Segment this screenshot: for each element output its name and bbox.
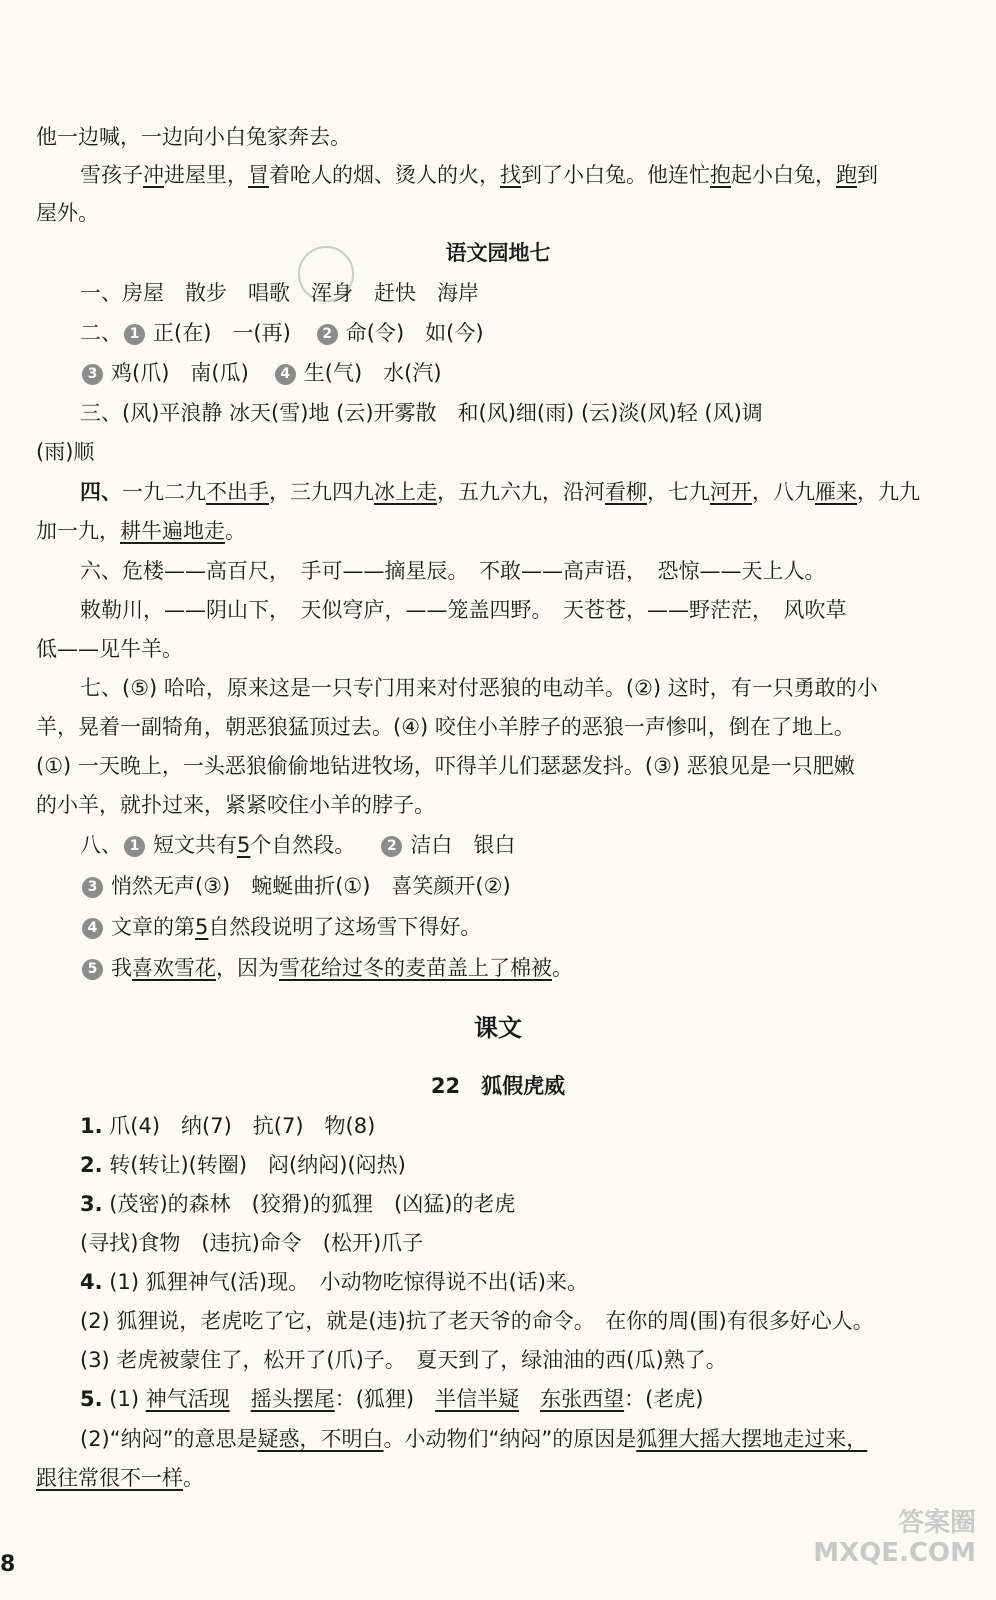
circle-number-icon: 2 bbox=[381, 836, 402, 857]
garden7-q6-line2: 敕勒川，——阴山下， 天似穹庐，——笼盖四野。 天苍苍，——野茫茫， 风吹草 bbox=[80, 598, 847, 622]
lesson-e1: 1. 爪(4) 纳(7) 抗(7) 物(8) bbox=[80, 1114, 376, 1138]
circle-number-icon: 4 bbox=[275, 364, 296, 385]
lesson-e3-line1: 3. (茂密)的森林 (狡猾)的狐狸 (凶猛)的老虎 bbox=[80, 1192, 516, 1216]
circle-number-icon: 3 bbox=[82, 364, 103, 385]
lesson-e5-line2: (2)“纳闷”的意思是疑惑，不明白。小动物们“纳闷”的原因是狐狸大摇大摆地走过来， bbox=[80, 1427, 868, 1451]
garden7-q1: 一、房屋 散步 唱歌 浑身 赶快 海岸 bbox=[80, 281, 479, 305]
circle-number-icon: 4 bbox=[82, 918, 103, 939]
lesson-e2: 2. 转(转让)(转圈) 闷(纳闷)(闷热) bbox=[80, 1153, 406, 1177]
story-line-2: 雪孩子冲进屋里，冒着呛人的烟、烫人的火，找到了小白兔。他连忙抱起小白兔，跑到 bbox=[80, 163, 878, 187]
garden7-q7-line4: 的小羊，就扑过来，紧紧咬住小羊的脖子。 bbox=[36, 793, 435, 817]
garden7-q4-line2: 加一九，耕牛遍地走。 bbox=[36, 519, 246, 543]
garden7-q8-row2: 3 悄然无声(③) 蜿蜒曲折(①) 喜笑颜开(②) bbox=[80, 871, 966, 901]
story-line-3: 屋外。 bbox=[36, 201, 99, 225]
garden7-q7-line2: 羊，晃着一副犄角，朝恶狼猛顶过去。(④) 咬住小羊脖子的恶狼一声惨叫，倒在了地上。 bbox=[36, 715, 855, 739]
lesson-e5-line1: 5. (1) 神气活现 摇头摆尾：(狐狸) 半信半疑 东张西望：(老虎) bbox=[80, 1387, 704, 1411]
garden7-q7-line1: 七、(⑤) 哈哈，原来这是一只专门用来对付恶狼的电动羊。(②) 这时，有一只勇敢的小 bbox=[80, 676, 878, 700]
lesson-e4-line2: (2) 狐狸说，老虎吃了它，就是(违)抗了老天爷的命令。 在你的周(围)有很多好心人。 bbox=[80, 1309, 874, 1333]
garden7-q4-line1: 四、一九二九不出手，三九四九冰上走，五九六九，沿河看柳，七九河开，八九雁来，九九 bbox=[80, 480, 920, 504]
lesson-title: 22 狐假虎威 bbox=[430, 1074, 566, 1098]
circle-number-icon: 1 bbox=[124, 324, 145, 345]
garden7-q8-row1: 八、 1 短文共有5个自然段。 2 洁白 银白 bbox=[80, 833, 516, 857]
garden7-q3-line2: (雨)顺 bbox=[36, 440, 95, 464]
circle-number-icon: 3 bbox=[82, 877, 103, 898]
lesson-e4-line1: 4. (1) 狐狸神气(活)现。 小动物吃惊得说不出(话)来。 bbox=[80, 1270, 588, 1294]
garden7-q6-line3: 低——见牛羊。 bbox=[36, 637, 183, 661]
garden7-q2-row2: 3 鸡(爪) 南(瓜) 4 生(气) 水(汽) bbox=[80, 358, 966, 388]
circle-number-icon: 2 bbox=[317, 324, 338, 345]
circle-number-icon: 5 bbox=[82, 959, 103, 980]
watermark: 答案圈 MXQE.COM bbox=[813, 1508, 976, 1568]
garden7-q8-row3: 4 文章的第5自然段说明了这场雪下得好。 bbox=[80, 912, 966, 942]
lesson-e4-line3: (3) 老虎被蒙住了，松开了(爪)子。 夏天到了，绿油油的西(瓜)熟了。 bbox=[80, 1348, 727, 1372]
garden7-q8-row4: 5 我喜欢雪花，因为雪花给过冬的麦苗盖上了棉被。 bbox=[80, 953, 966, 983]
section-title-garden7: 语文园地七 bbox=[445, 241, 551, 265]
story-line-1: 他一边喊，一边向小白兔家奔去。 bbox=[36, 125, 351, 149]
page-number: 8 bbox=[0, 1552, 16, 1577]
garden7-q7-line3: (①) 一天晚上，一头恶狼偷偷地钻进牧场，吓得羊儿们瑟瑟发抖。(③) 恶狼见是一只肥嫩 bbox=[36, 754, 855, 778]
section-title-lesson: 课文 bbox=[474, 1014, 522, 1042]
garden7-q3-line1: 三、(风)平浪静 冰天(雪)地 (云)开雾散 和(风)细(雨) (云)淡(风)轻 (风)调 bbox=[80, 401, 763, 425]
lesson-e5-line3: 跟往常很不一样。 bbox=[36, 1466, 204, 1490]
lesson-e3-line2: (寻找)食物 (违抗)命令 (松开)爪子 bbox=[80, 1231, 424, 1255]
garden7-q6-line1: 六、危楼——高百尺， 手可——摘星辰。 不敢——高声语， 恐惊——天上人。 bbox=[80, 559, 826, 583]
circle-number-icon: 1 bbox=[124, 836, 145, 857]
garden7-q2-row1: 二、 1 正(在) 一(再) 2 命(令) 如(今) bbox=[80, 321, 484, 345]
